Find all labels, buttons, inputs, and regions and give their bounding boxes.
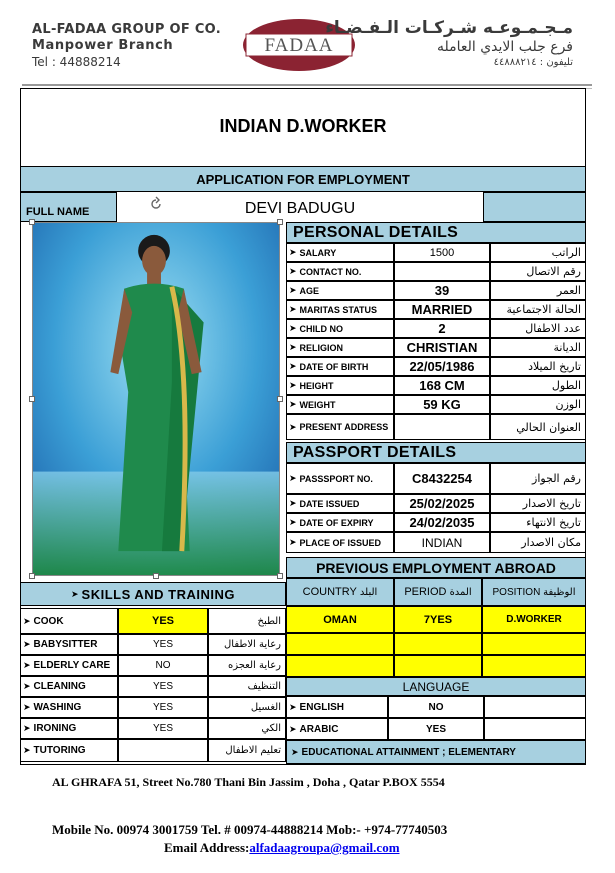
personal-label-cell (286, 357, 394, 376)
language-label-cell (286, 718, 388, 740)
full-name-value: DEVI BADUGU (244, 200, 356, 217)
skill-label-ar-cell (208, 655, 286, 676)
personal-label-cell (286, 281, 394, 300)
prev-employment-band (286, 557, 586, 578)
passport-value-cell (394, 532, 490, 553)
row-arrow-icon: ➤ (289, 323, 297, 333)
prev-header-period-label: PERIOD (404, 586, 447, 598)
personal-label-ar-cell (490, 281, 586, 300)
passport-label-cell (286, 463, 394, 494)
language-value: NO (428, 701, 444, 713)
skill-label-ar: الكي (261, 723, 281, 734)
personal-label: DATE OF BIRTH (299, 361, 369, 372)
passport-label-ar-cell (490, 494, 586, 513)
skill-label: ELDERLY CARE (33, 660, 111, 671)
row-arrow-icon: ➤ (23, 702, 31, 712)
row-arrow-icon: ➤ (289, 421, 297, 432)
header-divider (22, 84, 592, 86)
personal-label-cell (286, 243, 394, 262)
personal-value: 39 (434, 283, 450, 298)
education-band (286, 740, 586, 764)
personal-value-cell (394, 414, 490, 440)
photo-handle-mr[interactable] (277, 396, 283, 402)
skill-value: YES (152, 723, 173, 734)
prev-period-value: 7YES (423, 613, 453, 626)
skill-label-ar: رعاية الاطفال (224, 639, 281, 650)
row-arrow-icon: ➤ (289, 380, 297, 390)
footer-address: AL GHRAFA 51, Street No.780 Thani Bin Jassim , Doha , Qatar P.BOX 5554 (52, 775, 445, 789)
passport-value-cell (394, 494, 490, 513)
personal-label: PRESENT ADDRESS (299, 422, 389, 432)
skill-label-ar-cell (208, 608, 286, 634)
skill-label-ar-cell (208, 634, 286, 655)
personal-label-ar-cell (490, 357, 586, 376)
photo-handle-ml[interactable] (29, 396, 35, 402)
skill-value: YES (152, 639, 173, 650)
row-arrow-icon: ➤ (23, 681, 31, 691)
personal-value-cell (394, 243, 490, 262)
skill-label-cell (20, 608, 118, 634)
personal-value-cell (394, 357, 490, 376)
personal-label-cell (286, 395, 394, 414)
personal-value: 1500 (429, 246, 455, 259)
personal-label-cell (286, 262, 394, 281)
prev-period-cell (394, 655, 482, 677)
personal-value-cell (394, 300, 490, 319)
personal-label-cell (286, 319, 394, 338)
row-arrow-icon: ➤ (289, 285, 297, 295)
personal-label: MARITAS STATUS (299, 304, 378, 315)
passport-label-ar-cell (490, 513, 586, 532)
personal-value-cell (394, 319, 490, 338)
personal-label-cell (286, 338, 394, 357)
personal-label-ar-cell (490, 376, 586, 395)
photo-handle-br[interactable] (277, 573, 283, 579)
skill-label: CLEANING (33, 681, 86, 692)
education-value: EDUCATIONAL ATTAINMENT ; ELEMENTARY (301, 746, 516, 758)
skill-label-cell (20, 739, 118, 762)
photo-handle-tl[interactable] (29, 219, 35, 225)
skill-label: TUTORING (33, 745, 86, 756)
footer-contacts: Mobile No. 00974 3001759 Tel. # 00974-44888214 Mob:- +974-77740503 (52, 822, 448, 837)
footer-email-line (164, 840, 400, 856)
personal-label: CONTACT NO. (299, 266, 362, 277)
language-empty-cell (484, 696, 586, 718)
company-tel-en: Tel : 44888214 (32, 55, 121, 69)
prev-country-cell (286, 655, 394, 677)
passport-label-ar: تاريخ الاصدار (522, 497, 581, 510)
passport-value-cell (394, 513, 490, 532)
passport-label-cell (286, 494, 394, 513)
company-name-en: AL-FADAA GROUP OF CO. (32, 22, 221, 37)
personal-label-ar: الراتب (551, 246, 581, 259)
form-title: INDIAN D.WORKER (219, 116, 387, 136)
personal-label-ar: تاريخ الميلاد (528, 360, 581, 373)
passport-label-ar: مكان الاصدار (521, 536, 581, 549)
skill-label-ar: التنظيف (247, 681, 281, 692)
rotate-handle-icon[interactable] (148, 196, 164, 212)
personal-label-cell (286, 414, 394, 440)
skill-label-ar-cell (208, 676, 286, 697)
company-name-ar: مـجـمـوعـه شـركـات الـفـضـاء (325, 18, 573, 38)
personal-label-ar-cell (490, 414, 586, 440)
personal-label-ar: الديانة (553, 341, 581, 354)
language-label-cell (286, 696, 388, 718)
passport-value: INDIAN (421, 535, 463, 550)
personal-value: 168 CM (419, 378, 465, 393)
personal-label-cell (286, 376, 394, 395)
personal-value-cell (394, 338, 490, 357)
row-arrow-icon: ➤ (289, 304, 297, 314)
photo-handle-bl[interactable] (29, 573, 35, 579)
prev-period-cell (394, 633, 482, 655)
passport-label: DATE ISSUED (299, 498, 360, 509)
passport-value: 25/02/2025 (409, 496, 475, 511)
passport-value: 24/02/2035 (409, 515, 475, 530)
language-value: YES (425, 723, 446, 735)
personal-value: 59 KG (423, 397, 461, 412)
personal-label: WEIGHT (299, 399, 336, 410)
photo-handle-bm[interactable] (153, 573, 159, 579)
personal-label: HEIGHT (299, 380, 334, 391)
skill-value-cell (118, 718, 208, 739)
skill-value-cell (118, 739, 208, 762)
personal-details-title: PERSONAL DETAILS (293, 223, 459, 241)
row-arrow-icon: ➤ (289, 361, 297, 371)
prev-period-cell (394, 606, 482, 633)
company-header-en (32, 22, 221, 69)
personal-label-ar: الوزن (555, 398, 581, 411)
personal-label-ar-cell (490, 300, 586, 319)
education-arrow-icon: ➤ (291, 746, 299, 757)
personal-value: MARRIED (411, 302, 473, 317)
personal-label-ar: العنوان الحالي (516, 420, 581, 434)
branch-name-ar: فرع جلب الايدي العامله (436, 39, 573, 55)
personal-label-cell (286, 300, 394, 319)
personal-label: RELIGION (299, 342, 344, 353)
prev-position-cell (482, 633, 586, 655)
personal-label-ar: عدد الاطفال (525, 322, 581, 335)
personal-label-ar-cell (490, 338, 586, 357)
prev-country-value: OMAN (323, 613, 357, 626)
personal-value-cell (394, 262, 490, 281)
passport-label-cell (286, 513, 394, 532)
skill-label-cell (20, 718, 118, 739)
prev-header-country (286, 578, 394, 606)
skill-label: WASHING (33, 702, 82, 713)
personal-value: 2 (438, 321, 446, 336)
passport-label-ar-cell (490, 532, 586, 553)
row-arrow-icon: ➤ (289, 266, 297, 276)
skill-value: YES (152, 702, 173, 713)
personal-label-ar: العمر (556, 284, 581, 297)
skill-label-ar-cell (208, 739, 286, 762)
prev-employment-title: PREVIOUS EMPLOYMENT ABROAD (316, 559, 556, 576)
application-title: APPLICATION FOR EMPLOYMENT (196, 171, 410, 187)
row-arrow-icon: ➤ (23, 660, 31, 670)
row-arrow-icon: ➤ (23, 745, 31, 755)
skill-label-cell (20, 634, 118, 655)
prev-country-cell (286, 606, 394, 633)
language-value-cell (388, 696, 484, 718)
personal-value-cell (394, 395, 490, 414)
personal-label: AGE (299, 285, 320, 296)
company-tel-ar: تليفون : ٤٤٨٨٨٢١٤ (493, 57, 573, 68)
prev-position-cell (482, 655, 586, 677)
passport-label: PLACE OF ISSUED (299, 537, 382, 548)
logo-text: FADAA (264, 35, 334, 56)
passport-label-ar: رقم الجواز (532, 472, 581, 485)
skill-label: IRONING (33, 723, 77, 734)
footer-email-link[interactable]: alfadaagroupa@gmail.com (249, 840, 400, 855)
passport-value-cell (394, 463, 490, 494)
skill-value: YES (151, 615, 174, 627)
row-arrow-icon: ➤ (289, 399, 297, 409)
language-label: ENGLISH (299, 701, 344, 713)
skill-label-ar: تعليم الاطفال (225, 745, 281, 756)
language-value-cell (388, 718, 484, 740)
skill-label-ar: الغسيل (250, 702, 281, 713)
passport-label-ar: تاريخ الانتهاء (526, 516, 581, 529)
personal-label-ar-cell (490, 243, 586, 262)
prev-header-country-label: COUNTRY (302, 586, 357, 598)
row-arrow-icon: ➤ (289, 247, 297, 257)
skill-value-cell (118, 655, 208, 676)
prev-position-cell (482, 606, 586, 633)
language-title: LANGUAGE (402, 679, 470, 694)
skill-label: BABYSITTER (33, 639, 98, 650)
skill-label-ar: رعاية العجزه (227, 660, 281, 671)
row-arrow-icon: ➤ (289, 517, 297, 527)
row-arrow-icon: ➤ (289, 701, 297, 712)
personal-label-ar-cell (490, 262, 586, 281)
row-arrow-icon: ➤ (289, 342, 297, 352)
passport-label-ar-cell (490, 463, 586, 494)
skill-value-cell (118, 634, 208, 655)
passport-label: DATE OF EXPIRY (299, 517, 374, 528)
personal-value: 22/05/1986 (409, 359, 475, 374)
language-label: ARABIC (299, 723, 339, 735)
skill-label-cell (20, 697, 118, 718)
skills-band (20, 582, 286, 606)
skill-value-cell (118, 697, 208, 718)
personal-label-ar: رقم الاتصال (526, 265, 581, 278)
prev-country-cell (286, 633, 394, 655)
skill-label: COOK (33, 615, 64, 627)
personal-label-ar-cell (490, 319, 586, 338)
language-band (286, 677, 586, 696)
personal-value-cell (394, 281, 490, 300)
prev-header-position-ar: الوظيفة (543, 586, 576, 598)
personal-label: CHILD NO (299, 323, 344, 334)
full-name-label: FULL NAME (26, 206, 90, 218)
personal-label-ar-cell (490, 395, 586, 414)
skill-value: NO (155, 660, 171, 671)
passport-details-title: PASSPORT DETAILS (293, 443, 457, 461)
passport-details-band (286, 442, 586, 463)
row-arrow-icon: ➤ (23, 615, 31, 626)
skill-label-ar: الطبخ (257, 615, 281, 627)
row-arrow-icon: ➤ (289, 498, 297, 508)
prev-position-value: D.WORKER (506, 614, 562, 625)
personal-label-ar: الطول (551, 379, 581, 392)
prev-header-period-ar: المدة (449, 586, 472, 598)
personal-label-ar: الحالة الاجتماعية (506, 303, 581, 316)
row-arrow-icon: ➤ (289, 537, 297, 547)
row-arrow-icon: ➤ (289, 473, 297, 483)
personal-value-cell (394, 376, 490, 395)
photo-handle-tr[interactable] (277, 219, 283, 225)
row-arrow-icon: ➤ (23, 639, 31, 649)
skill-label-cell (20, 655, 118, 676)
footer-email-label: Email Address: (164, 840, 250, 855)
skills-arrow-icon: ➤ (70, 588, 79, 599)
worker-photo (32, 222, 280, 576)
personal-details-band (286, 222, 586, 243)
company-header-ar (325, 18, 573, 68)
application-band (20, 166, 586, 192)
skill-label-ar-cell (208, 718, 286, 739)
prev-header-position (482, 578, 586, 606)
branch-name-en: Manpower Branch (32, 38, 174, 53)
prev-header-period (394, 578, 482, 606)
language-empty-cell (484, 718, 586, 740)
passport-label: PASSSPORT NO. (299, 473, 373, 484)
prev-header-position-label: POSITION (492, 586, 541, 598)
skill-label-ar-cell (208, 697, 286, 718)
skill-value-cell (118, 676, 208, 697)
passport-value: C8432254 (412, 471, 472, 486)
skill-value: YES (152, 681, 173, 692)
skills-title: SKILLS AND TRAINING (81, 586, 235, 602)
row-arrow-icon: ➤ (289, 723, 297, 734)
prev-header-country-ar: البلد (359, 586, 378, 598)
skill-label-cell (20, 676, 118, 697)
personal-value: CHRISTIAN (406, 340, 478, 355)
row-arrow-icon: ➤ (23, 723, 31, 733)
passport-label-cell (286, 532, 394, 553)
skill-value-cell (118, 608, 208, 634)
personal-label: SALARY (299, 247, 337, 258)
